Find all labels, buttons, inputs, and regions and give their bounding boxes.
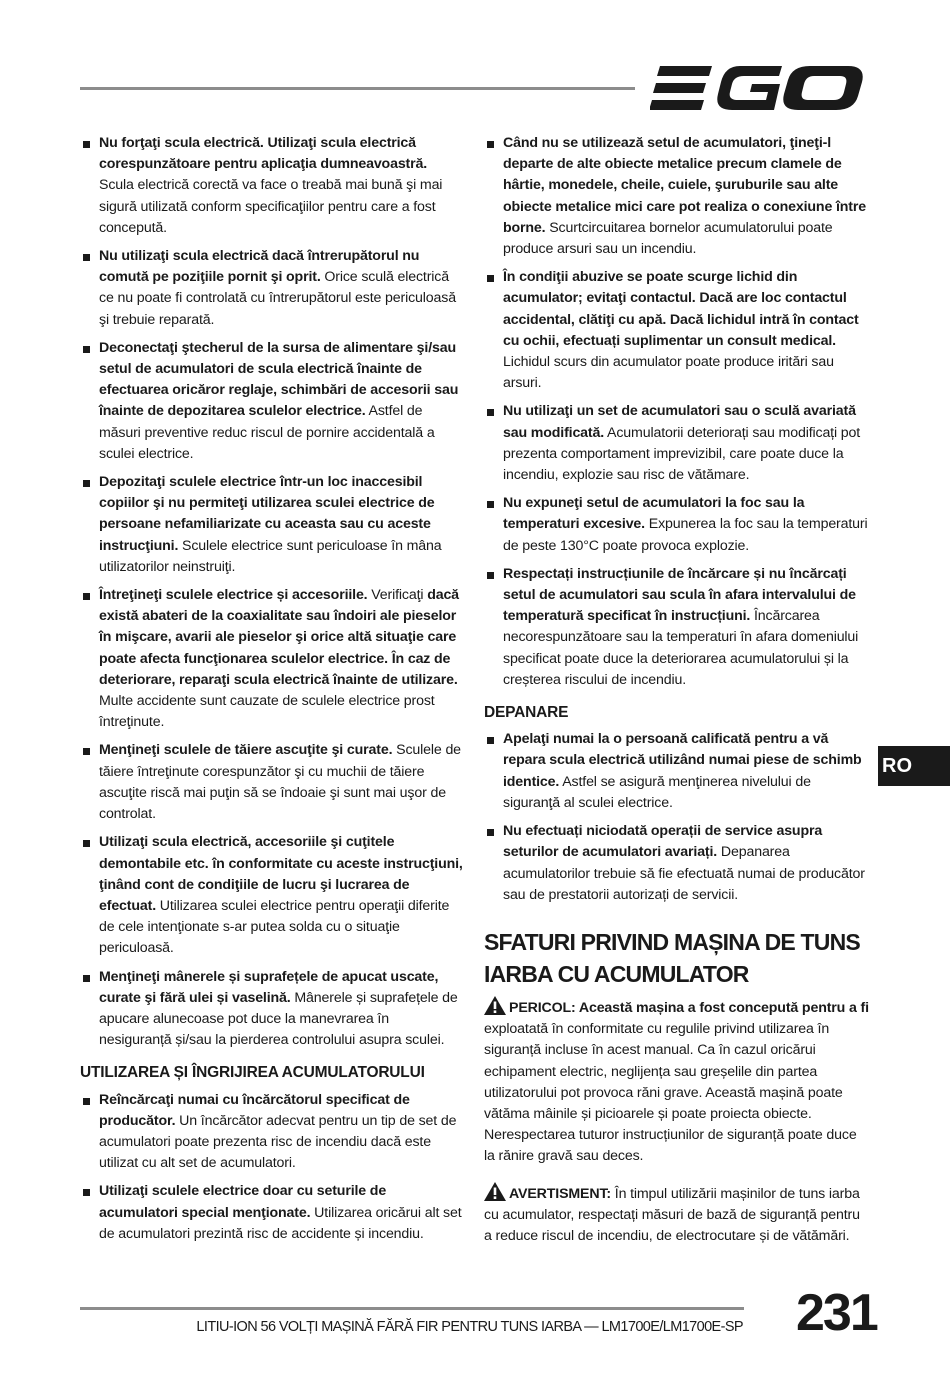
header-rule	[80, 87, 635, 90]
list-item: Utilizaţi sculele electrice doar cu seturile de acumulatori special menţionate. Utilizarea oricărui alt set de acumulatori prezintă risc de accidente și incendiu.	[80, 1181, 463, 1245]
footer-rule	[80, 1307, 744, 1310]
list-item: Menţineţi sculele de tăiere ascuţite şi curate. Sculele de tăiere întreţinute corespunzător şi cu muchii de tăiere ascuţite riscă mai puţin să se îndoaie şi sunt mai uşor de controlat.	[80, 740, 463, 825]
list-item: Reîncărcaţi numai cu încărcătorul specificat de producător. Un încărcător adecvat pentru un tip de set de acumulatori poate prezenta risc de incendiu dacă este utilizat cu alt set de acumulatori.	[80, 1090, 463, 1175]
list-item: Apelaţi numai la o persoană calificată pentru a vă repara scula electrică utilizând numai piese de schimb identice. Astfel se asigură menţinerea nivelului de siguranţă al sculei electrice.	[484, 729, 869, 814]
list-item: Deconectaţi ştecherul de la sursa de alimentare şi/sau setul de acumulatori de scula electrică înainte de efectuarea oricăror reglaje, schimbări de accesorii sau înainte de depozitarea sculelor electrice. Astfel de măsuri preventive reduc riscul de pornire accidentală a sculei electrice.	[80, 338, 463, 465]
left-bullet-list	[80, 133, 463, 1051]
list-item: Întreţineţi sculele electrice și accesoriile. Verificaţi dacă există abateri de la coaxialitate sau îndoiri ale pieselor în mişcare, avarii ale pieselor şi orice altă situaţie care poate afecta funcţionarea sculelor electrice. În caz de deteriorare, reparaţi scula electrică înainte de utilizare. Multe accidente sunt cauzate de sculele electrice prost întreţinute.	[80, 585, 463, 733]
page-number: 231	[796, 1284, 877, 1342]
list-item: Depozitaţi sculele electrice într-un loc inaccesibil copiilor şi nu permiteţi utilizarea sculei electrice de persoane nefamiliarizate cu aceasta sau cu aceste instrucţiuni. Sculele electrice sunt periculoase în mâna utilizatorilor neinstruiţi.	[80, 472, 463, 578]
list-item: Nu efectuați niciodată operații de service asupra seturilor de acumulatori avariați. Depanarea acumulatorilor trebuie să fie efectuată numai de producător sau de prestatorii autorizați de servicii.	[484, 821, 869, 906]
right-column	[484, 133, 869, 1257]
right-bullet-list	[484, 133, 869, 691]
list-item: Respectați instrucțiunile de încărcare și nu încărcați setul de acumulatori sau scula în afara intervalului de temperatură specificat în instrucțiuni. Încărcarea necorespunzătoare sau la temperaturi în afara domeniului specificat poate duce la deteriorarea acumulatorului și la creșterea riscului de incendiu.	[484, 564, 869, 691]
list-item: Nu utilizaţi scula electrică dacă întrerupătorul nu comută pe poziţiile pornit şi oprit. Orice sculă electrică ce nu poate fi controlată cu întrerupătorul este periculoasă şi trebuie reparată.	[80, 246, 463, 331]
battery-bullet-list	[80, 1090, 463, 1245]
warning-label: AVERTISMENT:	[509, 1185, 611, 1202]
language-tab: RO	[878, 746, 950, 786]
ego-logo	[650, 62, 865, 114]
warning-notice: AVERTISMENT: În timpul utilizării mașinilor de tuns iarba cu acumulator, respectați măsuri de bază de siguranță pentru a reduce riscul de incendiu, de electrocutare și de vătămări.	[484, 1182, 869, 1248]
list-item: Utilizaţi scula electrică, accesoriile şi cuţitele demontabile etc. în conformitate cu aceste instrucţiuni, ţinând cont de condiţiile de lucru şi lucrarea de efectuat. Utilizarea sculei electrice pentru operaţii diferite de cele intenţionate s-ar putea solda cu o situaţie periculoasă.	[80, 832, 463, 959]
list-item: Menţineţi mânerele și suprafețele de apucat uscate, curate şi fără ulei și vaselină. Mânerele și suprafețele de apucare alunecoase pot duce la manevrarea în nesiguranță și/sau la pierderea controlului asupra sculei.	[80, 967, 463, 1052]
mower-safety-heading: SFATURI PRIVIND MAȘINA DE TUNS IARBA CU ACUMULATOR	[484, 928, 860, 987]
left-column	[80, 133, 463, 1252]
warning-triangle-icon	[484, 996, 506, 1015]
danger-label: PERICOL:	[509, 999, 576, 1016]
section-heading-service: DEPANARE	[484, 704, 569, 722]
list-item: În condiţii abuzive se poate scurge lichid din acumulator; evitaţi contactul. Dacă are loc contactul accidental, clătiţi cu apă. Dacă lichidul intră în contact cu ochii, efectuați suplimentar un consult medical. Lichidul scurs din acumulator poate produce iritări sau arsuri.	[484, 267, 869, 394]
service-bullet-list	[484, 729, 869, 906]
list-item: Când nu se utilizează setul de acumulatori, ţineţi-l departe de alte obiecte metalice precum clamele de hârtie, monedele, cheile, cuiele, şuruburile sau alte obiecte metalice mici care pot realiza o conexiune între borne. Scurtcircuitarea bornelor acumulatorului poate produce arsuri sau un incendiu.	[484, 133, 869, 260]
danger-notice: PERICOL: Această mașina a fost concepută pentru a fi exploatată în conformitate cu regulile privind utilizarea în siguranță incluse în acest manual. Ca în cazul oricărui echipament electric, neglijența sau greșelile din partea utilizatorului pot provoca răni grave. Această mașină poate vătăma mâinile și picioarele și poate proiecta obiecte. Nerespectarea tuturor instrucțiunilor de siguranță poate duce la rănire gravă sau deces.	[484, 996, 869, 1168]
footer-product-title: LITIU-ION 56 VOLȚI MAȘINĂ FĂRĂ FIR PENTRU TUNS IARBA — LM1700E/LM1700E-SP	[196, 1319, 743, 1335]
list-item: Nu forţaţi scula electrică. Utilizaţi scula electrică corespunzătoare pentru aplicaţia dumneavoastră. Scula electrică corectă va face o treabă mai bună şi mai sigură utilizată conform specificaţiilor pentru care a fost concepută.	[80, 133, 463, 239]
section-heading-battery: UTILIZAREA ȘI ÎNGRIJIREA ACUMULATORULUI	[80, 1064, 425, 1082]
list-item: Nu expuneţi setul de acumulatori la foc sau la temperaturi excesive. Expunerea la foc sau la temperaturi de peste 130°C poate provoca explozie.	[484, 493, 869, 557]
list-item: Nu utilizaţi un set de acumulatori sau o sculă avariată sau modificată. Acumulatorii deteriorați sau modificați pot prezenta comportament imprevizibil, care poate duce la incendiu, explozie sau risc de vătămare.	[484, 401, 869, 486]
warning-triangle-icon	[484, 1182, 506, 1201]
